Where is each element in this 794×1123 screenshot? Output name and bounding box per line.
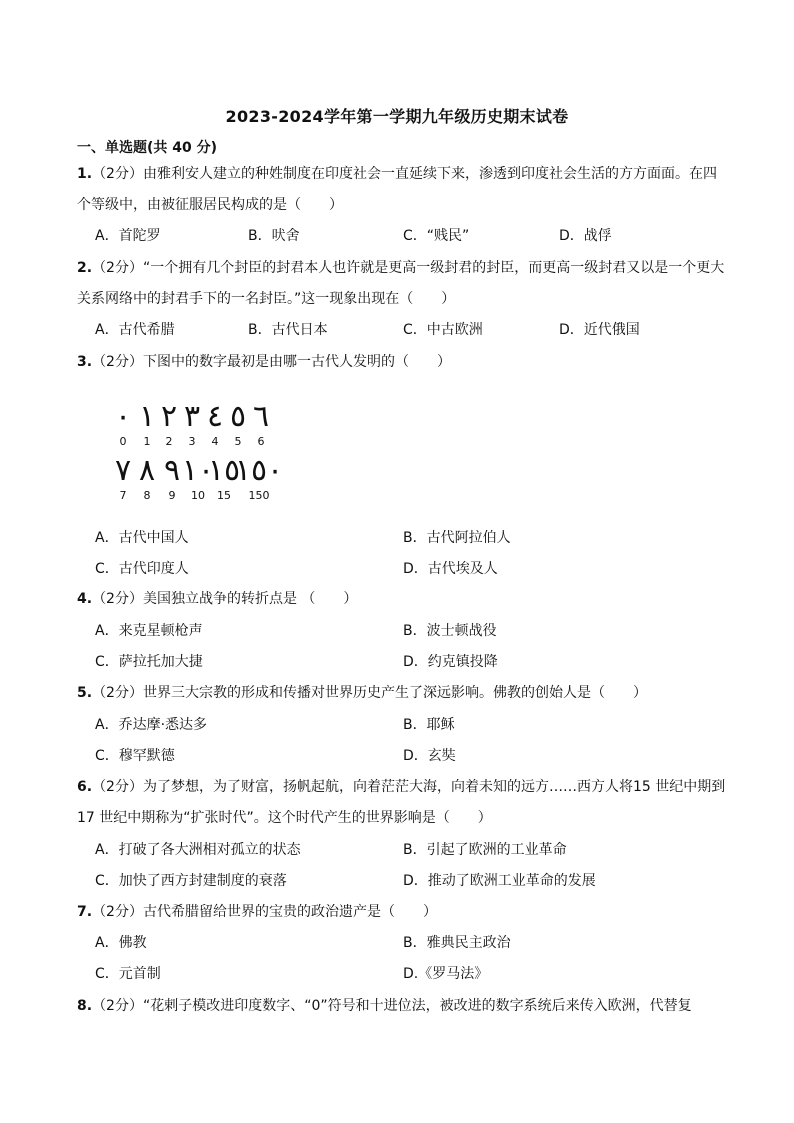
option-b: B．引起了欧洲的工业革命 — [403, 842, 567, 858]
question-4 — [77, 584, 727, 615]
option-d: D．约克镇投降 — [403, 654, 498, 670]
glyph-8: ٨ — [138, 453, 156, 488]
option-c: C．元首制 — [95, 966, 161, 982]
option-c: C．古代印度人 — [95, 561, 189, 577]
question-score: （2分） — [92, 998, 143, 1014]
question-number: 2. — [77, 260, 93, 276]
question-number: 4. — [77, 591, 93, 607]
label-8: 8 — [143, 489, 151, 502]
page-title: 2023-2024学年第一学期九年级历史期末试卷 — [225, 107, 569, 126]
question-number: 5. — [77, 685, 93, 701]
label-10: 10 — [191, 489, 205, 502]
numerals-figure — [108, 398, 298, 503]
glyph-6: ٦ — [252, 399, 270, 434]
label-1: 1 — [143, 435, 151, 448]
question-text: 古代希腊留给世界的宝贵的政治遗产是（ ） — [142, 904, 437, 920]
glyph-15: ١٥ — [207, 453, 241, 488]
question-5 — [77, 678, 727, 709]
question-text: 世界三大宗教的形成和传播对世界历史产生了深远影响。佛教的创始人是（ ） — [142, 685, 647, 701]
option-b: B．波士顿战役 — [403, 623, 497, 639]
question-8 — [77, 991, 727, 1022]
glyph-2: ٢ — [160, 399, 178, 434]
option-a: A．首陀罗 — [95, 228, 161, 244]
question-2 — [77, 253, 727, 315]
question-score: （2分） — [92, 166, 143, 182]
section-heading: 一、单选题(共 40 分) — [77, 140, 218, 156]
question-score: （2分） — [92, 779, 143, 795]
option-b: B．耶稣 — [403, 717, 455, 733]
question-6 — [77, 772, 727, 834]
glyph-7: ٧ — [114, 453, 132, 488]
option-b: B．古代阿拉伯人 — [403, 530, 511, 546]
label-9: 9 — [168, 489, 176, 502]
option-a: A．来克星顿枪声 — [95, 623, 203, 639]
option-c: C．穆罕默德 — [95, 748, 175, 764]
option-d: D．近代俄国 — [559, 322, 640, 338]
question-number: 3. — [77, 354, 93, 370]
label-4: 4 — [211, 435, 219, 448]
question-number: 8. — [77, 998, 93, 1014]
glyph-10: ١٠ — [181, 453, 215, 488]
option-b: B．古代日本 — [248, 322, 328, 338]
glyph-0: ٠ — [114, 399, 132, 434]
glyph-9: ٩ — [163, 453, 181, 488]
glyph-1: ١ — [138, 399, 156, 434]
option-a: A．打破了各大洲相对孤立的状态 — [95, 842, 301, 858]
label-2: 2 — [165, 435, 173, 448]
question-3 — [77, 347, 727, 378]
glyph-4: ٤ — [206, 399, 224, 434]
question-text: “一个拥有几个封臣的封君本人也许就是更高一级封君的封臣，而更高一级封君又以是一个更大关系网络中的封君手下的一名封臣。”这一现象出现在（ ） — [77, 260, 725, 307]
option-c: C．中古欧洲 — [403, 322, 483, 338]
question-1 — [77, 159, 727, 221]
option-d: D．玄奘 — [403, 748, 456, 764]
label-3: 3 — [188, 435, 196, 448]
option-a: A．古代中国人 — [95, 530, 189, 546]
question-number: 7. — [77, 904, 93, 920]
label-6: 6 — [257, 435, 265, 448]
label-7: 7 — [119, 489, 127, 502]
option-c: C．加快了西方封建制度的衰落 — [95, 873, 287, 889]
option-a: A．佛教 — [95, 935, 147, 951]
question-score: （2分） — [92, 260, 143, 276]
label-150: 150 — [248, 489, 270, 502]
question-text: 下图中的数字最初是由哪一古代人发明的（ ） — [142, 354, 451, 370]
question-text: 由雅利安人建立的种姓制度在印度社会一直延续下来，渗透到印度社会生活的方方面面。在四个等级中，由被征服居民构成的是（ ） — [77, 166, 717, 213]
label-15: 15 — [217, 489, 231, 502]
question-text: 为了梦想，为了财富，扬帆起航，向着茫茫大海，向着未知的远方……西方人将15 世纪中期到17 世纪中期称为“扩张时代”。这个时代产生的世界影响是（ ） — [77, 779, 726, 826]
option-b: B．雅典民主政治 — [403, 935, 511, 951]
option-d: D．古代埃及人 — [403, 561, 498, 577]
label-5: 5 — [234, 435, 242, 448]
glyph-5: ٥ — [229, 399, 247, 434]
glyph-3: ٣ — [183, 399, 201, 434]
question-score: （2分） — [92, 904, 143, 920]
option-d: D．推动了欧洲工业革命的发展 — [403, 873, 596, 889]
label-0: 0 — [119, 435, 127, 448]
question-text: “花剌子模改进印度数字、“0”符号和十进位法，被改进的数字系统后来传入欧洲，代替复 — [142, 998, 692, 1014]
question-number: 6. — [77, 779, 93, 795]
option-a: A．乔达摩·悉达多 — [95, 717, 208, 733]
option-c: C．萨拉托加大捷 — [95, 654, 203, 670]
option-c: C．“贱民” — [403, 228, 470, 244]
option-d: D.《罗马法》 — [403, 966, 489, 982]
option-d: D．战俘 — [559, 228, 612, 244]
question-score: （2分） — [92, 591, 143, 607]
question-number: 1. — [77, 166, 93, 182]
glyph-150: ١٥٠ — [234, 453, 284, 488]
option-a: A．古代希腊 — [95, 322, 175, 338]
question-score: （2分） — [92, 354, 143, 370]
question-score: （2分） — [92, 685, 143, 701]
question-text: 美国独立战争的转折点是 （ ） — [142, 591, 358, 607]
option-b: B．吠舍 — [248, 228, 300, 244]
question-7 — [77, 897, 727, 928]
